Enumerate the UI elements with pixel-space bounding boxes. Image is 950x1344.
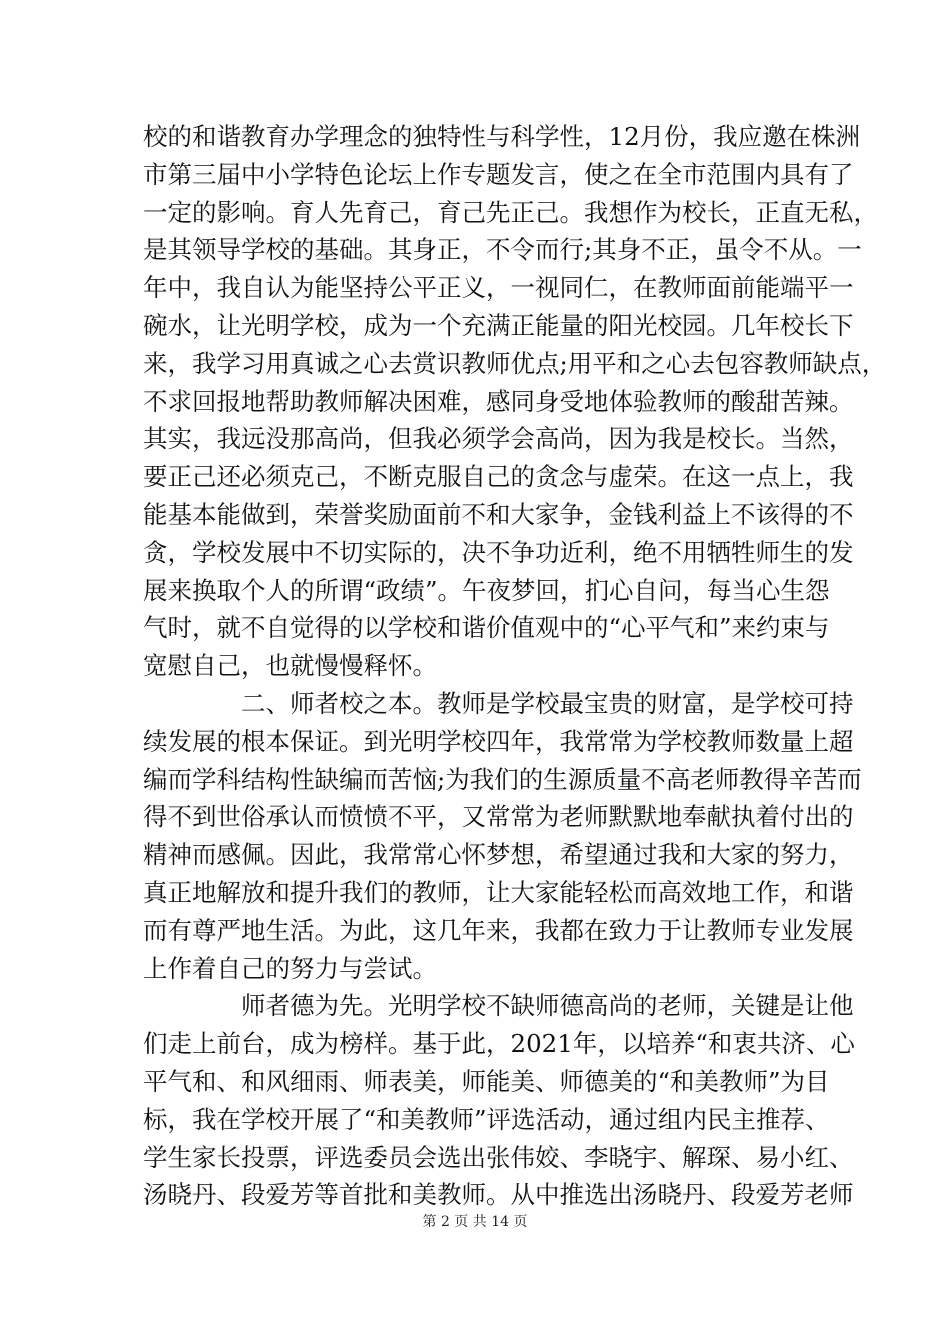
text-line: 其实，我远没那高尚，但我必须学会高尚，因为我是校长。当然， xyxy=(143,424,854,454)
paragraph xyxy=(143,987,855,1214)
text-line: 真正地解放和提升我们的教师，让大家能轻松而高效地工作，和谐 xyxy=(143,877,854,907)
paragraph xyxy=(143,685,862,987)
text-line: 们走上前台，成为榜样。基于此，2021年，以培养“和衷共济、心 xyxy=(143,1029,855,1059)
page-number-footer: 第 2 页 共 14 页 xyxy=(422,1214,528,1230)
text-line: 年中，我自认为能坚持公平正义，一视同仁，在教师面前能端平一 xyxy=(143,273,854,303)
text-line: 而有尊严地生活。为此，这几年来，我都在致力于让教师专业发展 xyxy=(143,915,854,945)
text-line: 宽慰自己，也就慢慢释怀。 xyxy=(143,651,437,681)
text-line: 碗水，让光明学校，成为一个充满正能量的阳光校园。几年校长下 xyxy=(143,310,854,340)
text-line: 上作着自己的努力与尝试。 xyxy=(143,953,437,983)
text-line: 来，我学习用真诚之心去赏识教师优点;用平和之心去包容教师缺点， xyxy=(143,348,887,378)
text-line: 标，我在学校开展了“和美教师”评选活动，通过组内民主推荐、 xyxy=(143,1104,830,1134)
text-line: 得不到世俗承认而愤愤不平，又常常为老师默默地奉献执着付出的 xyxy=(143,802,854,832)
text-line: 气时，就不自觉得的以学校和谐价值观中的“心平气和”来约束与 xyxy=(143,613,830,643)
text-line: 二、师者校之本。教师是学校最宝贵的财富，是学校可持 xyxy=(241,688,854,718)
text-line: 要正己还必须克己，不断克服自己的贪念与虚荣。在这一点上，我 xyxy=(143,462,854,492)
text-line: 续发展的根本保证。到光明学校四年，我常常为学校教师数量上超 xyxy=(143,726,854,756)
text-line: 平气和、和风细雨、师表美，师能美、师德美的“和美教师”为目 xyxy=(143,1066,830,1096)
text-line: 精神而感佩。因此，我常常心怀梦想，希望通过我和大家的努力， xyxy=(143,840,854,870)
text-line: 师者德为先。光明学校不缺师德高尚的老师，关键是让他 xyxy=(241,991,854,1021)
text-line: 展来换取个人的所谓“政绩”。午夜梦回，扪心自问，每当心生怨 xyxy=(143,575,830,605)
text-line: 能基本能做到，荣誉奖励面前不和大家争，金钱利益上不该得的不 xyxy=(143,499,854,529)
text-line: 学生家长投票，评选委员会选出张伟姣、李晓宇、解琛、易小红、 xyxy=(143,1142,854,1172)
text-line: 汤晓丹、段爱芳等首批和美教师。从中推选出汤晓丹、段爱芳老师 xyxy=(143,1180,854,1210)
text-line: 不求回报地帮助教师解决困难，感同身受地体验教师的酸甜苦辣。 xyxy=(143,386,854,416)
paragraph xyxy=(143,118,887,685)
document-body xyxy=(143,118,887,1214)
text-line: 一定的影响。育人先育己，育己先正己。我想作为校长，正直无私， xyxy=(143,197,878,227)
text-line: 市第三届中小学特色论坛上作专题发言，使之在全市范围内具有了 xyxy=(143,159,854,189)
text-line: 是其领导学校的基础。其身正，不令而行;其身不正，虽令不从。一 xyxy=(143,235,862,265)
text-line: 校的和谐教育办学理念的独特性与科学性，12月份，我应邀在株洲 xyxy=(143,122,861,151)
text-line: 贪，学校发展中不切实际的，决不争功近利，绝不用牺牲师生的发 xyxy=(143,537,854,567)
text-line: 编而学科结构性缺编而苦恼;为我们的生源质量不高老师教得辛苦而 xyxy=(143,764,862,794)
